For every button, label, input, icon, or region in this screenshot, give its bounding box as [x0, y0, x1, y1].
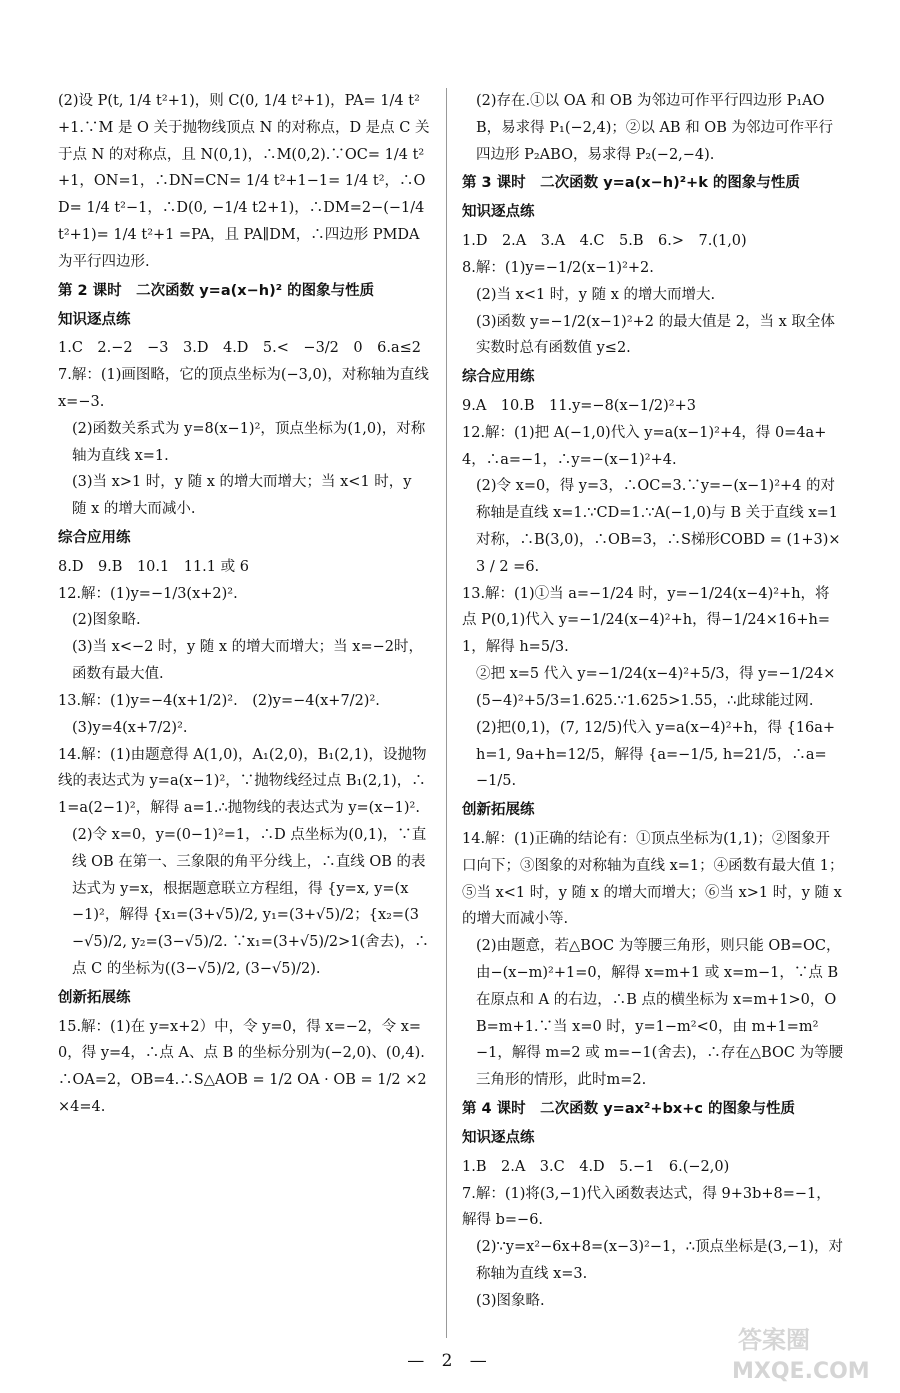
watermark-logo — [732, 1318, 882, 1388]
answers-1-6: 1.B 2.A 3.C 4.D 5.−1 6.(−2,0) — [462, 1158, 730, 1175]
lesson-2-title: 第 2 课时 二次函数 y=a(x−h)² 的图象与性质 — [58, 282, 375, 299]
q8-part1: 8.解：(1)y=−1/2(x−1)²+2. — [462, 259, 654, 276]
q8-part2: (2)当 x<1 时，y 随 x 的增大而增大. — [476, 286, 716, 303]
section-comprehensive-practice: 综合应用练 — [462, 369, 535, 386]
q7-part3: (3)图象略. — [476, 1292, 545, 1309]
answers-8-11: 8.D 9.B 10.1 11.1 或 6 — [58, 558, 249, 575]
q14-part1: 14.解：(1)由题意得 A(1,0)，A₁(2,0)，B₁(2,1)，设抛物线的表达式为 y=a(x−1)²，∵抛物线经过点 B₁(2,1)，∴1=a(2−1)²，解得 a=1.∴抛物线的表达式为 y=(x−1)². — [58, 746, 427, 817]
section-knowledge-practice: 知识逐点练 — [462, 204, 535, 221]
column-divider — [446, 88, 447, 1338]
q7-part1: 7.解：(1)将(3,−1)代入函数表达式，得 9+3b+8=−1，解得 b=−6. — [462, 1185, 831, 1229]
q14-part1: 14.解：(1)正确的结论有：①顶点坐标为(1,1)；②图象开口向下；③图象的对称轴为直线 x=1；④函数有最大值 1；⑤当 x<1 时，y 随 x 的增大而增大；⑥当 x>1 时，y 随 x 的增大而减小等. — [462, 830, 844, 928]
q15-part2: (2)存在.①以 OA 和 OB 为邻边可作平行四边形 P₁AOB，易求得 P₁(−2,4)；②以 AB 和 OB 为邻边可作平行四边形 P₂ABO，易求得 P₂(−2,−4). — [476, 93, 833, 163]
q12-part3: (3)当 x<−2 时，y 随 x 的增大而增大；当 x=−2时，函数有最大值. — [72, 639, 423, 683]
q13-part1: 13.解：(1)y=−4(x+1/2)². (2)y=−4(x+7/2)². — [58, 692, 380, 709]
q13-part2: (3)y=4(x+7/2)². — [72, 719, 188, 736]
section-innovation-practice: 创新拓展练 — [462, 802, 535, 819]
q12-part1: 12.解：(1)把 A(−1,0)代入 y=a(x−1)²+4，得 0=4a+4，∴a=−1，∴y=−(x−1)²+4. — [462, 424, 827, 468]
answers-1-7: 1.D 2.A 3.A 4.C 5.B 6.> 7.(1,0) — [462, 233, 747, 250]
watermark-line2: MXQE.COM — [732, 1359, 870, 1384]
answers-1-6: 1.C 2.−2 −3 3.D 4.D 5.< −3/2 0 6.a≤2 — [58, 340, 421, 357]
watermark-line1: 答案圈 — [738, 1326, 810, 1354]
q14-part2: (2)令 x=0，y=(0−1)²=1，∴D 点坐标为(0,1)，∵直线 OB 在第一、三象限的角平分线上，∴直线 OB 的表达式为 y=x，根据题意联立方程组，得 {y=x, y=(x−1)²，解得 {x₁=(3+√5)/2, y₁=(3+√5)/2；{x₂=(3−√5)/2, y₂=(3−√5)/2. ∵x₁=(3+√5)/2>1(舍去)，∴点 C 的坐标为((3−√5)/2, (3−√5)/2). — [72, 826, 429, 977]
right-column — [462, 88, 844, 1315]
q12-part2: (2)图象略. — [72, 612, 141, 629]
section-innovation-practice: 创新拓展练 — [58, 989, 131, 1006]
q13-part1: 13.解：(1)①当 a=−1/24 时，y=−1/24(x−4)²+h，将点 P(0,1)代入 y=−1/24(x−4)²+h，得−1/24×16+h=1，解得 h=5/3. — [462, 585, 831, 656]
left-column — [58, 88, 430, 1121]
q8-part3: (3)函数 y=−1/2(x−1)²+2 的最大值是 2，当 x 取全体实数时总有函数值 y≤2. — [476, 313, 835, 357]
lesson-3-title: 第 3 课时 二次函数 y=a(x−h)²+k 的图象与性质 — [462, 175, 800, 192]
q13-part3: (2)把(0,1)，(7, 12/5)代入 y=a(x−4)²+h，得 {16a+h=1, 9a+h=12/5，解得 {a=−1/5, h=21/5，∴a=−1/5. — [476, 719, 836, 790]
lesson-4-title: 第 4 课时 二次函数 y=ax²+bx+c 的图象与性质 — [462, 1101, 795, 1118]
q7-part1: 7.解：(1)画图略，它的顶点坐标为(−3,0)，对称轴为直线 x=−3. — [58, 367, 429, 410]
q15-part1: 15.解：(1)在 y=x+2）中，令 y=0，得 x=−2，令 x=0，得 y=4，∴点 A、点 B 的坐标分别为(−2,0)、(0,4). ∴OA=2，OB=4.∴S△AOB = 1/2 OA · OB = 1/2 ×2×4=4. — [58, 1018, 427, 1116]
section-comprehensive-practice: 综合应用练 — [58, 530, 131, 546]
q14-part2: (2)由题意，若△BOC 为等腰三角形，则只能 OB=OC，由−(x−m)²+1=0，解得 x=m+1 或 x=m−1，∵点 B 在原点和 A 的右边，∴B 点的横坐标为 x=m+1>0，OB=m+1.∵当 x=0 时，y=1−m²<0，由 m+1=m²−1，解得 m=2 或 m=−1(舍去)，∴存在△BOC 为等腰三角形的情形，此时m=2. — [476, 938, 844, 1089]
q7-part3: (3)当 x>1 时，y 随 x 的增大而增大；当 x<1 时，y 随 x 的增大而减小. — [72, 474, 412, 518]
page-number: — 2 — — [407, 1351, 493, 1371]
q12-part2: (2)令 x=0，得 y=3，∴OC=3.∵y=−(x−1)²+4 的对称轴是直线 x=1.∵CD=1.∵A(−1,0)与 B 关于直线 x=1 对称，∴B(3,0)，∴OB=3，∴S梯形COBD = (1+3)×3 / 2 =6. — [476, 478, 841, 575]
q12-part1: 12.解：(1)y=−1/3(x+2)². — [58, 585, 238, 602]
q13-part2: ②把 x=5 代入 y=−1/24(x−4)²+5/3，得 y=−1/24×(5−4)²+5/3=1.625.∵1.625>1.55，∴此球能过网. — [476, 666, 836, 709]
q7-part2: (2)函数关系式为 y=8(x−1)²，顶点坐标为(1,0)，对称轴为直线 x=1. — [72, 420, 426, 464]
q11-part2-solution: (2)设 P(t, 1/4 t²+1)，则 C(0, 1/4 t²+1)，PA= 1/4 t²+1.∵M 是 O 关于抛物线顶点 N 的对称点，D 是点 C 关于点 N 的对称点，且 N(0,1)，∴M(0,2).∵OC= 1/4 t²+1，ON=1，∴DN=CN= 1/4 t²+1−1= 1/4 t²，∴OD= 1/4 t²−1，∴D(0, −1/4 t2+1)，∴DM=2−(−1/4 t²+1)= 1/4 t²+1 =PA，且 PA∥DM，∴四边形 PMDA 为平行四边形. — [58, 93, 430, 270]
section-knowledge-practice: 知识逐点练 — [58, 311, 131, 328]
section-knowledge-practice: 知识逐点练 — [462, 1129, 535, 1146]
answers-9-11: 9.A 10.B 11.y=−8(x−1/2)²+3 — [462, 397, 696, 414]
q7-part2: (2)∵y=x²−6x+8=(x−3)²−1，∴顶点坐标是(3,−1)，对称轴为直线 x=3. — [476, 1239, 843, 1282]
